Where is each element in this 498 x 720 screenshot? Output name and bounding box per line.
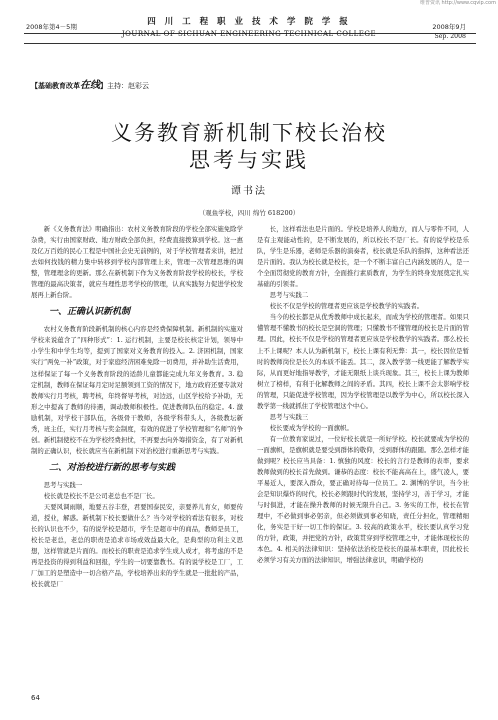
issue-date: 2008年9月 [432,23,466,31]
page-number: 64 [31,694,40,702]
left-paragraph-4: 天要风调雨顺，地要五谷丰登，君要国泰民安，亲要养儿育女，师要传道，授业，解惑。新机制下校长要做什么？当今对学校的看法有很多，对校长的认识也不少，有的说学校是超市，学生是超市中的商品，教师是员工，校长是老总，老总的职责是追求市场或效益最大化，是典型的功利主义思想，这样管就是片面的。而校长的职责是追求学生成人成才，将考虑的不是再是投资的得到利益和回报，学生的一切要靠教书。有的说学校是工厂，工厂加工的是塑造中一切合格产品，学校培养出来的学生就是一批批的产品，校长就是厂 [31,502,243,589]
issue-number: 2008年第4－5期 [26,23,77,31]
source-watermark: 维普资讯 http://www.cqvip.com [419,0,496,6]
column-tag [31,76,149,91]
section-heading-1: 一、正确认识新机制 [49,307,131,318]
left-paragraph-1: 新《义务教育法》明确指出：农村义务教育阶段的学校全部实施免除学杂费，实行由国家财政、地方财政全部负担，经费直接拨算到学校。这一惠及亿万百姓的民心工程是中国社会史无前例的，对于学校管理者来讲，把过去如何找钱的精力集中转移到学校内部管理上来，管理一次管理思维的调整，管理理念的更新。那么在新机制下作为义务教育阶段学校的校长，学校管理的最高决策者，就应当理性思考学校的管理，认真实践努力促进学校发展再上新台阶。 [31,225,243,300]
column-tag-close: 】 [100,82,107,90]
left-paragraph-2: 农村义务教育阶段新机制的核心内容是经费保障机制。新机制的实施对学校来说蕴含了“四种形式”：1. 运行机制，主要是校长核定计划，领导中小学生和中学生均等，提到了国家对义务教育的投入。2. 济困机制，国家实行“两免一补”政策，对于家庭经济困难免除一切费用，并补助生活费用，这样保证了每一个义务教育阶段的适龄儿童都能完成九年义务教育。3. 稳定机制，教师在保证每月定时足额领到工资的情况下，地方政府还要专款对教师实行月考核，聘考核，年终督导考核，对边远，山区学校给予补助，无形之中提高了教师的待遇，调动教师积极性。促进教师队伍的稳定。4. 激励机制，对学校干部队伍，各级骨干教师，各级学科带头人，各级教坛新秀，班主任，实行月考核与奖金制度，有效的促进了学校管理和“名师”的争创。新机制使校不在为学校经费担忧，不再要去向外筹措资金，有了对新机制的正确认识，校长就应当在新机制下对治校进行重新思考与实践。 [31,325,243,455]
journal-title-cn: 四 川 工 程 职 业 技 术 学 院 学 报 [147,17,351,27]
article-title: 义务教育新机制下校长治校 [111,121,387,145]
right-paragraph-5: 有一位教育家说过，一位好校长就是一所好学校。校长就要成为学校的一面旗帜，是旗帜就是要受到群体的敬仰，受到群体的跟随。那么怎样才能做到呢？校长应当具备：1. 慎独的风度：校长的言行是教师的表率，要求教师做到的校长首先做到。谦恭的态度：校长不能高高在上，盛气凌人，要平易近人，要深入群众，要正确对待每一位员工。2. 渊博的学识，当今社会是知识爆炸的时代，校长必须跟时代的发展，坚持学习，善于学习，才能与时俱进，才能在操升教师的时候无限升自己。3. 务实的工作，校长在管理中，不必做到事必躬亲，但必须做到事必知晓，责任分担化，管理精细化，务实是干好一切工作的保证。3. 较高的政策水平，校长要认真学习党的方针，政策，并把党的方针，政策贯穿到学校管理之中，才能体现校长的本色。4. 相关的法律知识：坚持依法治校是校长的最基本职责，因此校长必须学习有关方面的法律知识，增强法律意识，明确学校的 [257,434,469,565]
header-rule-bottom [24,43,476,44]
issue-date-en: Sep. 2008 [434,33,466,40]
right-paragraph-4: 校长要成为学校的一面旗帜。 [269,423,353,432]
journal-title-en: JOURNAL OF SICHUAN ENGINEERING TECHNICAL COLLEGE [121,30,377,38]
right-paragraph-1: 长，这样看法也是片面的。学校是培养人的地方，而人与零件不同，人是有主观能动性的，是不断发展的，所以校长不是厂长。有的说学校是乐队，学生是乐器，老师是乐器的演奏者，校长就是乐队的指挥，这种看法还是片面的。我认为校长就是校长，是一个不断丰富自己内涵发展的人，是一个全面贯彻党的教育方针，全面推行素质教育，为学生的终身发展奠定扎实基础的引领者。 [257,225,469,289]
right-column [257,224,469,566]
section-heading-2: 二、对治校进行新的思考与实践 [49,462,176,473]
left-paragraph-3: 校长就是校长不是公司老总也不是厂长。 [43,491,159,500]
subheading-1: 思考与实践一 [43,480,83,489]
subheading-3: 思考与实践三 [269,412,309,421]
right-paragraph-2: 校长不仅是学校的管理者更应该是学校教学的实践者。 [269,302,424,311]
left-column [31,224,243,590]
article-subtitle: 思考与实践 [189,148,309,172]
right-paragraph-3: 当今的校长都是从优秀教师中成长起来，而成为学校的管理者。如果只懂管理不懂教书的校长是空洞的管理；只懂教书不懂管理的校长是片面的管理。因此，校长不仅是学校的管理者更应该是学校教学的实践者。那么校长上不上课呢？本人认为新机制下，校长上课有利无弊：其一，校长因位是暂时的教师岗位是长久的本质不能丢。其二，深入教学第一线更能了解教学实际，从而更好地指导教学，才能无限纸上谈兵现象。其三，校长上课为教师树立了榜样，有利于化解教师之间的矛盾。其四，校长上课不会太影响学校的管理，只能促进学校管理，因为学校管理是以教学为中心，所以校长深入教学第一线就抓住了学校管理这个中心。 [257,313,469,410]
subheading-2: 思考与实践二 [269,291,309,300]
column-tag-zai: 在线 [80,80,100,91]
column-editor: 主持：赵彩云 [107,82,149,90]
column-tag-open: 【 [31,82,38,90]
author-affiliation: （观鱼学校，四川 绵竹 618200） [198,209,300,217]
column-tag-prefix: 基础教育改革 [38,82,80,90]
author-name: 谭书法 [231,186,267,197]
